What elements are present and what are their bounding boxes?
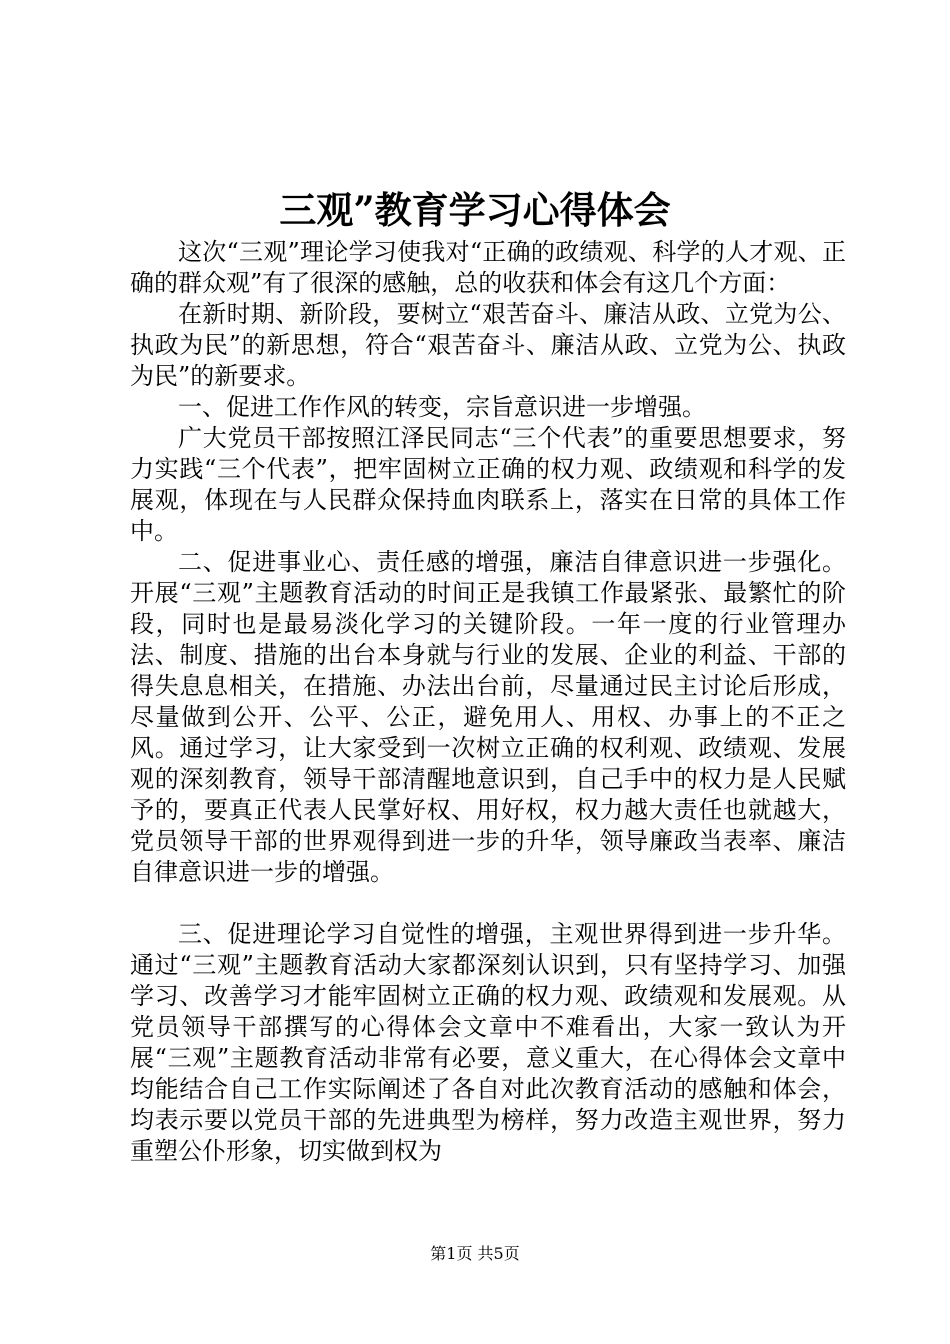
heading-section-one: 一、促进工作作风的转变，宗旨意识进一步增强。	[178, 393, 706, 421]
paragraph-section-two: 二、促进事业心、责任感的增强，廉洁自律意识进一步强化。开展“三观”主题教育活动的时间正是我镇工作最紧张、最繁忙的阶段，同时也是最易淡化学习的关键阶段。一年一度的行业管理办法、制度、措施的出台本身就与行业的发展、企业的利益、干部的得失息息相关，在措施、办法出台前，尽量通过民主讨论后形成，尽量做到公开、公平、公正，避免用人、用权、办事上的不正之风。通过学习，让大家受到一次树立正确的权利观、政绩观、发展观的深刻教育，领导干部清醒地意识到，自己手中的权力是人民赋予的，要真正代表人民掌好权、用好权，权力越大责任也就越大，党员领导干部的世界观得到进一步的升华，领导廉政当表率、廉洁自律意识进一步的增强。	[130, 548, 846, 886]
document-title: 三观”教育学习心得体会	[279, 188, 671, 232]
paragraph-intro: 这次“三观”理论学习使我对“正确的政绩观、科学的人才观、正确的群众观”有了很深的感触，总的收获和体会有这几个方面：	[130, 238, 846, 297]
page-number-footer: 第1页 共5页	[430, 1244, 520, 1263]
document-body	[130, 237, 846, 1167]
paragraph-section-one: 广大党员干部按照江泽民同志“三个代表”的重要思想要求，努力实践“三个代表”，把牢固树立正确的权力观、政绩观和科学的发展观，体现在与人民群众保持血肉联系上，落实在日常的具体工作中。	[130, 424, 846, 545]
paragraph-section-three: 三、促进理论学习自觉性的增强，主观世界得到进一步升华。通过“三观”主题教育活动大家都深刻认识到，只有坚持学习、加强学习、改善学习才能牢固树立正确的权力观、政绩观和发展观。从党员领导干部撰写的心得体会文章中不难看出，大家一致认为开展“三观”主题教育活动非常有必要，意义重大，在心得体会文章中均能结合自己工作实际阐述了各自对此次教育活动的感触和体会，均表示要以党员干部的先进典型为榜样，努力改造主观世界，努力重塑公仆形象，切实做到权为	[130, 920, 846, 1165]
paragraph-new-era: 在新时期、新阶段，要树立“艰苦奋斗、廉洁从政、立党为公、执政为民”的新思想，符合“艰苦奋斗、廉洁从政、立党为公、执政为民”的新要求。	[130, 300, 846, 390]
